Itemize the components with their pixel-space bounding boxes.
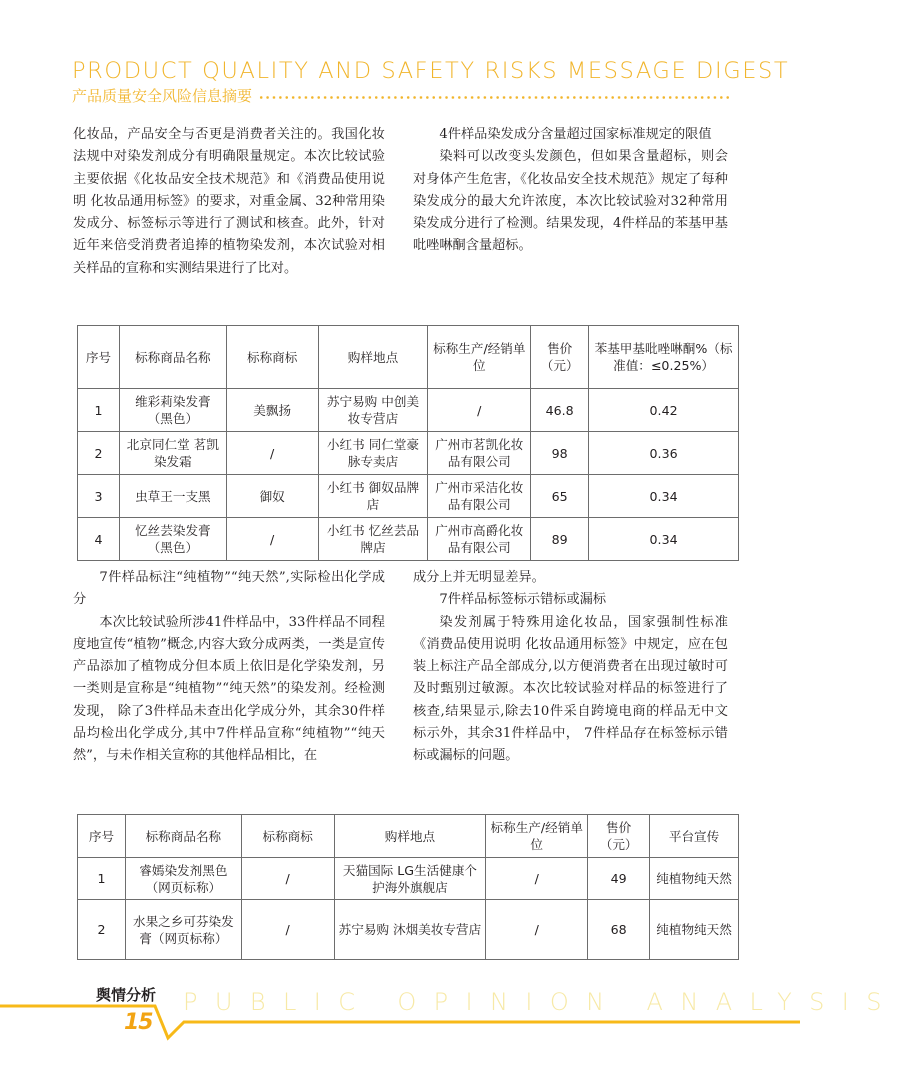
cell-price: 49: [588, 858, 650, 900]
cell-no: 4: [78, 518, 120, 561]
cell-content: 0.36: [589, 432, 739, 475]
cell-maker: /: [486, 858, 588, 900]
cell-no: 3: [78, 475, 120, 518]
section-heading-plant-claims: 7件样品标注“纯植物”“纯天然”,实际检出化学成分: [73, 570, 385, 608]
section-body-labeling: 染发剂属于特殊用途化妆品，国家强制性标准《消费品使用说明 化妆品通用标签》中规定，应在包装上标注产品全部成分,以方便消费者在出现过敏时可及时甄别过敏源。本次比较试验对样品的标签进行了核查,结果显示,除去10件采自跨境电商的样品无中文标示外，其余31件样品中， 7件样品存在标签标示错标或漏标的问题。: [413, 614, 728, 764]
col-header-promo: 平台宣传: [650, 815, 739, 858]
cell-promo: 纯植物纯天然: [650, 858, 739, 900]
table-header-row: [78, 815, 739, 858]
footer-section-cn: 舆情分析: [96, 986, 157, 1004]
table-row: [78, 858, 739, 900]
col-header-price: 售价（元）: [531, 326, 589, 389]
col-header-content: 苯基甲基吡唑啉酮%（标准值：≤0.25%）: [589, 326, 739, 389]
article-section-labeling: [413, 567, 728, 768]
page-number: 15: [124, 1010, 153, 1035]
cell-place: 小红书 同仁堂豪脉专卖店: [318, 432, 428, 475]
section-heading-exceed: 4件样品染发成分含量超过国家标准规定的限值: [439, 127, 712, 142]
table-header-row: [78, 326, 739, 389]
header-title-cn-text: 产品质量安全风险信息摘要: [72, 87, 253, 105]
cell-name: 水果之乡可芬染发膏（网页标称）: [125, 900, 241, 960]
col-header-no: 序号: [78, 326, 120, 389]
table-row: [78, 518, 739, 561]
cell-place: 苏宁易购 沐烟美妆专营店: [334, 900, 486, 960]
cell-name: 北京同仁堂 茗凯染发霜: [119, 432, 226, 475]
cell-price: 46.8: [531, 389, 589, 432]
cell-promo: 纯植物纯天然: [650, 900, 739, 960]
col-header-no: 序号: [78, 815, 126, 858]
cell-maker: /: [428, 389, 531, 432]
cell-place: 天猫国际 LG生活健康个护海外旗舰店: [334, 858, 486, 900]
col-header-brand: 标称商标: [226, 326, 318, 389]
intro-paragraph: 化妆品，产品安全与否更是消费者关注的。我国化妆法规中对染发剂成分有明确限量规定。本次比较试验主要依据《化妆品安全技术规范》和《消费品使用说明 化妆品通用标签》的要求，对重金属、32种常用染发成分、标签标示等进行了测试和核查。此外，针对近年来倍受消费者追捧的植物染发剂，本次试验对相关样品的宣称和实测结果进行了比对。: [73, 127, 385, 276]
cell-brand: 美飘扬: [226, 389, 318, 432]
exceeding-samples-table: [77, 325, 739, 561]
cell-no: 1: [78, 389, 120, 432]
cell-name: 睿嫣染发剂黑色（网页标称）: [125, 858, 241, 900]
cell-price: 98: [531, 432, 589, 475]
table-row: [78, 432, 739, 475]
cell-price: 89: [531, 518, 589, 561]
cell-brand: 御奴: [226, 475, 318, 518]
col-header-name: 标称商品名称: [125, 815, 241, 858]
article-section-plant-claims: [73, 567, 385, 768]
cell-no: 2: [78, 900, 126, 960]
cell-brand: /: [226, 432, 318, 475]
cell-brand: /: [226, 518, 318, 561]
col-header-price: 售价（元）: [588, 815, 650, 858]
cell-content: 0.34: [589, 518, 739, 561]
article-section-exceed: [413, 124, 728, 258]
cell-price: 65: [531, 475, 589, 518]
col-header-place: 购样地点: [318, 326, 428, 389]
footer-section-en: PUBLIC OPINION ANALYSIS: [183, 988, 899, 1016]
section-body-plant-claims: 本次比较试验所涉41件样品中，33件样品不同程度地宣传“植物”概念,内容大致分成两类，一类是宣传产品添加了植物成分但本质上依旧是化学染发剂，另一类则是宣称是“纯植物”“纯天然”的染发剂。经检测发现， 除了3件样品未查出化学成分外，其余30件样品均检出化学成分,其中7件样品宣称“纯植物”“纯天然”，与未作相关宣称的其他样品相比，在: [73, 614, 385, 764]
cell-content: 0.42: [589, 389, 739, 432]
cell-brand: /: [241, 858, 334, 900]
cell-maker: /: [486, 900, 588, 960]
table-row: [78, 475, 739, 518]
cell-place: 小红书 忆丝芸品牌店: [318, 518, 428, 561]
continuation-text: 成分上并无明显差异。: [413, 570, 545, 585]
table-row: [78, 389, 739, 432]
col-header-maker: 标称生产/经销单位: [428, 326, 531, 389]
section-body-exceed: 染料可以改变头发颜色，但如果含量超标，则会对身体产生危害，《化妆品安全技术规范》规定了每种染发成分的最大允许浓度，本次比较试验对32种常用染发成分进行了检测。结果发现，4件样品的苯基甲基吡唑啉酮含量超标。: [413, 149, 728, 254]
cell-price: 68: [588, 900, 650, 960]
dotted-rule: [258, 96, 732, 99]
cell-brand: /: [241, 900, 334, 960]
cell-name: 虫草王一支黑: [119, 475, 226, 518]
header-title-cn: [72, 89, 732, 104]
cell-maker: 广州市茗凯化妆品有限公司: [428, 432, 531, 475]
cell-place: 苏宁易购 中创美妆专营店: [318, 389, 428, 432]
cell-maker: 广州市采洁化妆品有限公司: [428, 475, 531, 518]
cell-no: 2: [78, 432, 120, 475]
cell-place: 小红书 御奴品牌店: [318, 475, 428, 518]
cell-name: 维彩莉染发膏（黑色）: [119, 389, 226, 432]
col-header-maker: 标称生产/经销单位: [486, 815, 588, 858]
section-heading-labeling: 7件样品标签标示错标或漏标: [439, 592, 607, 608]
plant-claim-samples-table: [77, 814, 739, 960]
cell-maker: 广州市高爵化妆品有限公司: [428, 518, 531, 561]
col-header-place: 购样地点: [334, 815, 486, 858]
col-header-name: 标称商品名称: [119, 326, 226, 389]
cell-no: 1: [78, 858, 126, 900]
col-header-brand: 标称商标: [241, 815, 334, 858]
cell-content: 0.34: [589, 475, 739, 518]
table-row: [78, 900, 739, 960]
header-title-en: PRODUCT QUALITY AND SAFETY RISKS MESSAGE DIGEST: [72, 58, 790, 84]
cell-name: 忆丝芸染发膏（黑色）: [119, 518, 226, 561]
article-intro: [73, 124, 385, 280]
